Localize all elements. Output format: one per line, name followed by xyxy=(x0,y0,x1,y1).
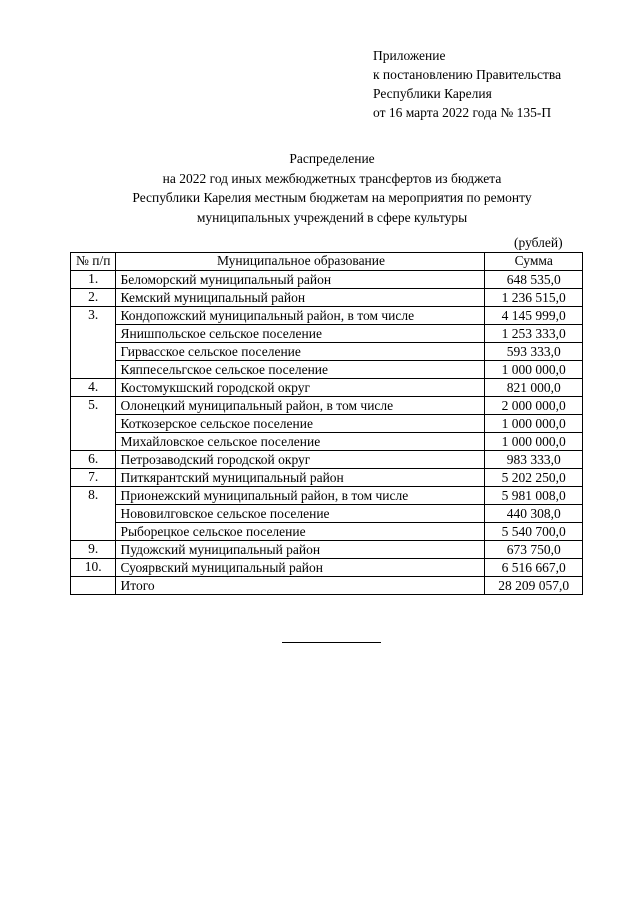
table-row xyxy=(71,325,583,343)
row-sum: 2 000 000,0 xyxy=(485,397,583,415)
row-sum: 1 000 000,0 xyxy=(485,361,583,379)
row-sum: 6 516 667,0 xyxy=(485,559,583,577)
row-municipality: Итого xyxy=(116,577,485,595)
table-row xyxy=(71,541,583,559)
row-number: 10. xyxy=(71,559,116,577)
row-sum: 440 308,0 xyxy=(485,505,583,523)
row-municipality: Коткозерское сельское поселение xyxy=(116,415,485,433)
row-municipality: Пудожский муниципальный район xyxy=(116,541,485,559)
table-body xyxy=(71,271,583,595)
table-row xyxy=(71,523,583,541)
row-number: 2. xyxy=(71,289,116,307)
annex-line-4: от 16 марта 2022 года № 135-П xyxy=(373,105,552,120)
heading-line-4: муниципальных учреждений в сфере культуры xyxy=(196,209,468,225)
header-name: Муниципальное образование xyxy=(116,253,485,271)
row-municipality: Суоярвский муниципальный район xyxy=(116,559,485,577)
row-number: 8. xyxy=(71,487,116,541)
row-sum: 5 540 700,0 xyxy=(485,523,583,541)
heading-line-2: на 2022 год иных межбюджетных трансфертов из бюджета xyxy=(162,170,502,186)
row-sum: 1 000 000,0 xyxy=(485,433,583,451)
row-sum: 648 535,0 xyxy=(485,271,583,289)
row-municipality: Питкярантский муниципальный район xyxy=(116,469,485,487)
table-row xyxy=(71,343,583,361)
row-municipality: Кондопожский муниципальный район, в том числе xyxy=(116,307,485,325)
table-row xyxy=(71,271,583,289)
annex-line-3: Республики Карелия xyxy=(373,86,492,101)
table-row xyxy=(71,289,583,307)
table-row xyxy=(71,451,583,469)
annex-line-1: Приложение xyxy=(373,48,446,63)
table-header-row xyxy=(71,253,583,271)
table-row xyxy=(71,577,583,595)
table-row xyxy=(71,415,583,433)
row-sum: 5 981 008,0 xyxy=(485,487,583,505)
annex-block xyxy=(373,46,561,122)
row-municipality: Прионежский муниципальный район, в том числе xyxy=(116,487,485,505)
row-sum: 5 202 250,0 xyxy=(485,469,583,487)
row-municipality: Кемский муниципальный район xyxy=(116,289,485,307)
row-number: 6. xyxy=(71,451,116,469)
row-number: 5. xyxy=(71,397,116,451)
row-sum: 1 236 515,0 xyxy=(485,289,583,307)
row-sum: 28 209 057,0 xyxy=(485,577,583,595)
table-row xyxy=(71,397,583,415)
row-municipality: Кяппесельгское сельское поселение xyxy=(116,361,485,379)
table-row xyxy=(71,469,583,487)
table-row xyxy=(71,559,583,577)
row-sum: 1 000 000,0 xyxy=(485,415,583,433)
header-sum: Сумма xyxy=(485,253,583,271)
row-sum: 593 333,0 xyxy=(485,343,583,361)
row-number: 9. xyxy=(71,541,116,559)
row-municipality: Петрозаводский городской округ xyxy=(116,451,485,469)
row-municipality: Гирвасское сельское поселение xyxy=(116,343,485,361)
row-number: 3. xyxy=(71,307,116,379)
row-sum: 1 253 333,0 xyxy=(485,325,583,343)
row-number xyxy=(71,577,116,595)
distribution-table xyxy=(70,252,583,595)
row-municipality: Михайловское сельское поселение xyxy=(116,433,485,451)
row-sum: 821 000,0 xyxy=(485,379,583,397)
heading-line-3: Республики Карелия местным бюджетам на мероприятия по ремонту xyxy=(132,190,532,205)
table-row xyxy=(71,433,583,451)
row-municipality: Беломорский муниципальный район xyxy=(116,271,485,289)
table-row xyxy=(71,487,583,505)
table-row xyxy=(71,307,583,325)
row-municipality: Рыборецкое сельское поселение xyxy=(116,523,485,541)
table-row xyxy=(71,361,583,379)
closing-rule xyxy=(282,642,381,643)
row-sum: 983 333,0 xyxy=(485,451,583,469)
annex-line-2: к постановлению Правительства xyxy=(373,67,562,82)
row-number: 4. xyxy=(71,379,116,397)
document-heading xyxy=(0,149,640,227)
row-sum: 673 750,0 xyxy=(485,541,583,559)
row-number: 7. xyxy=(71,469,116,487)
row-number: 1. xyxy=(71,271,116,289)
header-num: № п/п xyxy=(71,253,116,271)
row-municipality: Олонецкий муниципальный район, в том числе xyxy=(116,397,485,415)
heading-line-1: Распределение xyxy=(289,151,375,166)
row-municipality: Янишпольское сельское поселение xyxy=(116,325,485,343)
row-municipality: Костомукшский городской округ xyxy=(116,379,485,397)
row-municipality: Нововилговское сельское поселение xyxy=(116,505,485,523)
row-sum: 4 145 999,0 xyxy=(485,307,583,325)
unit-label: (рублей) xyxy=(514,235,563,250)
table-row xyxy=(71,505,583,523)
table-row xyxy=(71,379,583,397)
